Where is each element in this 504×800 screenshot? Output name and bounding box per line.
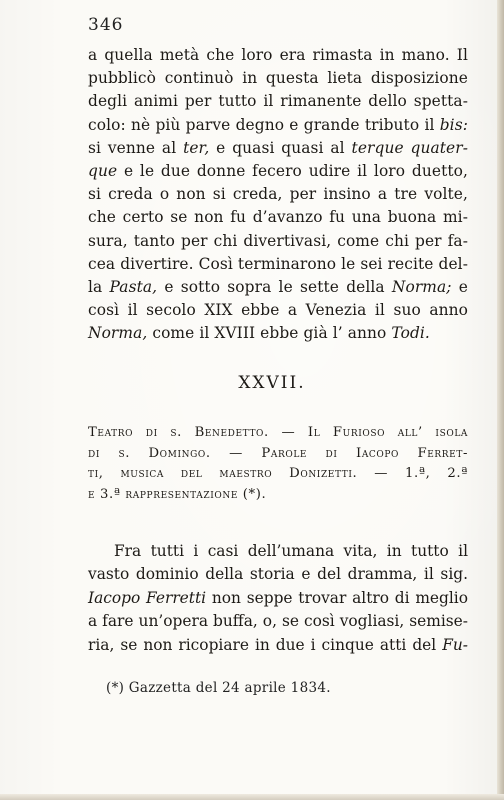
italic-text: Iacopo Ferretti	[88, 588, 207, 607]
footnote: (*) Gazzetta del 24 aprile 1834.	[106, 680, 331, 696]
text-line	[88, 206, 468, 229]
italic-text: Pasta,	[109, 278, 158, 297]
italic-text: Todi.	[391, 324, 430, 343]
text-line	[88, 540, 468, 563]
text-line	[88, 44, 468, 67]
text-line	[88, 183, 468, 206]
text-segment: e quasi quasi al	[209, 138, 352, 157]
text-line	[88, 322, 468, 345]
text-line	[88, 230, 468, 253]
subheading-line: di s. Domingo. — Parole di Iacopo Ferret-	[88, 445, 468, 461]
text-segment: sura, tanto per chi divertivasi, come chi per fa-	[88, 231, 468, 250]
italic-text: terque quater-	[351, 138, 468, 157]
text-segment: la	[88, 278, 110, 297]
text-segment: si venne al	[88, 138, 184, 157]
page-edge-right	[497, 0, 504, 800]
text-segment: vasto dominio della storia e del dramma, il sig.	[88, 565, 468, 584]
subheading-line: e 3.ª rappresentazione (*).	[88, 486, 267, 502]
body-paragraph-1	[88, 44, 468, 346]
text-segment: e sotto sopra le sette della	[157, 278, 392, 297]
body-paragraph-2	[88, 540, 468, 657]
section-heading	[0, 373, 504, 393]
subheading-line: ti, musica del maestro Donizetti. — 1.ª, 2.ª	[88, 466, 468, 482]
text-segment: colo: nè più parve degno e grande tributo il	[88, 115, 440, 134]
text-line	[88, 253, 468, 276]
text-segment: come il XVIII ebbe già l’ anno	[147, 324, 392, 343]
text-line	[88, 634, 468, 657]
text-line	[88, 587, 468, 610]
page-number: 346	[88, 15, 124, 35]
text-line	[88, 137, 468, 160]
page-edge-bottom	[0, 794, 504, 800]
text-segment: si creda o non si creda, per insino a tre volte,	[88, 185, 468, 204]
text-line	[88, 160, 468, 183]
text-segment: a quella metà che loro era rimasta in mano. Il	[88, 46, 468, 64]
italic-text: que	[88, 162, 118, 181]
text-segment: Fra tutti i casi dell’umana vita, in tutto il	[114, 542, 468, 560]
subheading-line: Teatro di s. Benedetto. — Il Furioso all’ isola	[88, 425, 468, 440]
text-segment: cea divertire. Così terminarono le sei recite del-	[88, 254, 468, 273]
italic-text: Norma,	[88, 324, 148, 343]
text-line	[88, 299, 468, 322]
text-segment: degli animi per tutto il rimanente dello spetta-	[88, 92, 468, 111]
text-line	[88, 610, 468, 633]
italic-text: ter,	[183, 138, 210, 157]
section-subheading	[88, 423, 468, 505]
text-line	[88, 276, 468, 299]
text-segment: così il secolo XIX ebbe a Venezia il suo anno	[88, 301, 468, 320]
text-segment: che certo se non fu d’avanzo fu una buona mi-	[88, 208, 468, 227]
italic-text: Norma;	[391, 278, 452, 297]
text-line	[88, 563, 468, 586]
text-segment: e	[451, 278, 469, 297]
text-segment: a fare un’opera buffa, o, se così vogliasi, semise-	[88, 612, 468, 631]
text-line	[88, 67, 468, 90]
text-segment: ria, se non ricopiare in due i cinque atti del	[88, 635, 443, 654]
text-segment: non seppe trovar altro di meglio	[206, 588, 468, 607]
italic-text: Fu-	[442, 635, 468, 654]
text-segment: pubblicò continuò in questa lieta disposizione	[88, 69, 468, 88]
text-line	[88, 114, 468, 137]
text-segment: e le due donne fecero udire il loro duetto,	[117, 162, 468, 181]
italic-text: bis:	[439, 115, 468, 134]
text-line	[88, 90, 468, 113]
section-number: XXVII.	[238, 373, 306, 393]
